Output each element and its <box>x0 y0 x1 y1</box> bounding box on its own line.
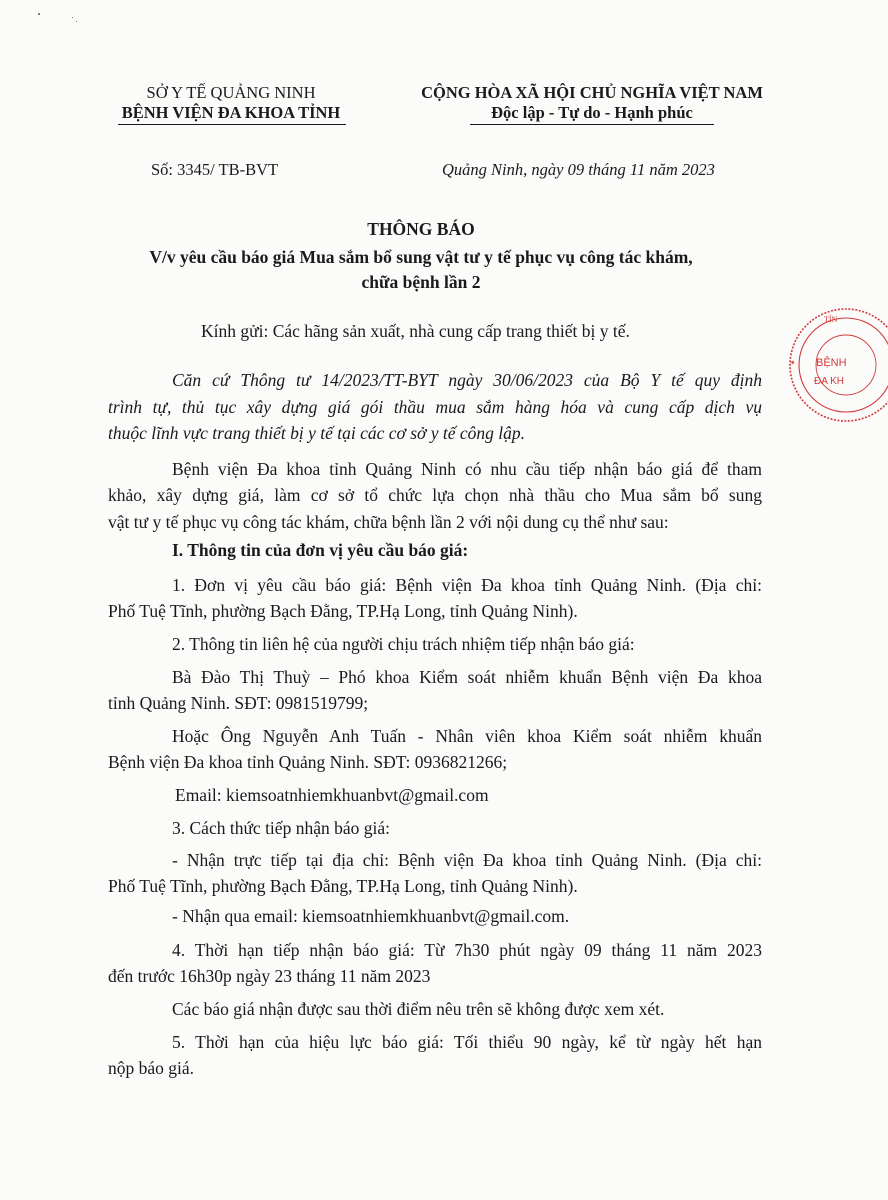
contact2-line1: Hoặc Ông Nguyễn Anh Tuấn - Nhân viên khoa Kiểm soát nhiễm khuẩn <box>172 726 762 746</box>
header-org-underline <box>118 124 346 125</box>
item4-line2: đến trước 16h30p ngày 23 tháng 11 năm 2023 <box>108 966 431 986</box>
basis-line1: Căn cứ Thông tư 14/2023/TT-BYT ngày 30/06/2023 của Bộ Y tế quy định <box>172 370 762 390</box>
item3-direct-line2: Phố Tuệ Tĩnh, phường Bạch Đằng, TP.Hạ Long, tỉnh Quảng Ninh). <box>108 876 578 896</box>
document-number: Số: 3345/ TB-BVT <box>151 160 279 179</box>
header-org-line2: BỆNH VIỆN ĐA KHOA TỈNH <box>121 103 341 122</box>
stamp-text-line1: BỆNH <box>816 357 847 369</box>
hospital-stamp <box>778 300 888 430</box>
item3-line: 3. Cách thức tiếp nhận báo giá: <box>172 818 390 838</box>
contact2-line2: Bệnh viện Đa khoa tỉnh Quảng Ninh. SĐT: 0936821266; <box>108 752 508 772</box>
header-org-line1: SỞ Y TẾ QUẢNG NINH <box>146 83 316 102</box>
document-title: THÔNG BÁO <box>367 219 475 239</box>
item5-line2: nộp báo giá. <box>108 1058 195 1078</box>
item3-direct-line1: - Nhận trực tiếp tại địa chỉ: Bệnh viện Đa khoa tỉnh Quảng Ninh. (Địa chỉ: <box>172 850 762 870</box>
document-subject-line2: chữa bệnh lần 2 <box>361 272 481 292</box>
item3-email-line: - Nhận qua email: kiemsoatnhiemkhuanbvt@gmail.com. <box>172 906 570 926</box>
item1-line2: Phố Tuệ Tĩnh, phường Bạch Đằng, TP.Hạ Long, tỉnh Quảng Ninh). <box>108 601 578 621</box>
svg-text:✦: ✦ <box>789 358 798 367</box>
section1-heading: I. Thông tin của đơn vị yêu cầu báo giá: <box>172 540 469 560</box>
basis-line2: trình tự, thủ tục xây dựng giá gói thầu mua sắm hàng hóa và cung cấp dịch vụ <box>108 397 762 417</box>
basis-line3: thuộc lĩnh vực trang thiết bị y tế tại các cơ sở y tế công lập. <box>108 423 526 443</box>
header-motto: Độc lập - Tự do - Hạnh phúc <box>491 103 693 122</box>
item4-line1: 4. Thời hạn tiếp nhận báo giá: Từ 7h30 phút ngày 09 tháng 11 năm 2023 <box>172 940 762 960</box>
email-line: Email: kiemsoatnhiemkhuanbvt@gmail.com <box>175 785 489 805</box>
item1-line1: 1. Đơn vị yêu cầu báo giá: Bệnh viện Đa khoa tỉnh Quảng Ninh. (Địa chỉ: <box>172 575 762 595</box>
scan-speck <box>72 17 73 18</box>
header-country-line: CỘNG HÒA XÃ HỘI CHỦ NGHĨA VIỆT NAM <box>421 83 763 102</box>
intro-line3: vật tư y tế phục vụ công tác khám, chữa bệnh lần 2 với nội dung cụ thể như sau: <box>108 512 669 532</box>
header-motto-underline <box>470 124 714 125</box>
scan-speck <box>76 21 77 22</box>
document-date: Quảng Ninh, ngày 09 tháng 11 năm 2023 <box>442 160 715 179</box>
contact1-line1: Bà Đào Thị Thuỳ – Phó khoa Kiểm soát nhiễm khuẩn Bệnh viện Đa khoa <box>172 667 762 687</box>
item5-line1: 5. Thời hạn của hiệu lực báo giá: Tối thiểu 90 ngày, kể từ ngày hết hạn <box>172 1032 762 1052</box>
intro-line1: Bệnh viện Đa khoa tỉnh Quảng Ninh có nhu cầu tiếp nhận báo giá để tham <box>172 459 762 479</box>
stamp-text-line2: ĐA KH <box>814 376 845 387</box>
item2-line: 2. Thông tin liên hệ của người chịu trách nhiệm tiếp nhận báo giá: <box>172 634 635 654</box>
item4-note: Các báo giá nhận được sau thời điểm nêu trên sẽ không được xem xét. <box>172 999 665 1019</box>
intro-line2: khảo, xây dựng giá, làm cơ sở tổ chức lựa chọn nhà thầu cho Mua sắm bổ sung <box>108 485 762 505</box>
recipient-line: Kính gửi: Các hãng sản xuất, nhà cung cấp trang thiết bị y tế. <box>201 321 630 341</box>
stamp-text-top: TỈN <box>824 315 838 324</box>
document-subject-line1: V/v yêu cầu báo giá Mua sắm bổ sung vật tư y tế phục vụ công tác khám, <box>149 247 693 267</box>
contact1-line2: tỉnh Quảng Ninh. SĐT: 0981519799; <box>108 693 369 713</box>
scan-speck <box>38 13 40 15</box>
